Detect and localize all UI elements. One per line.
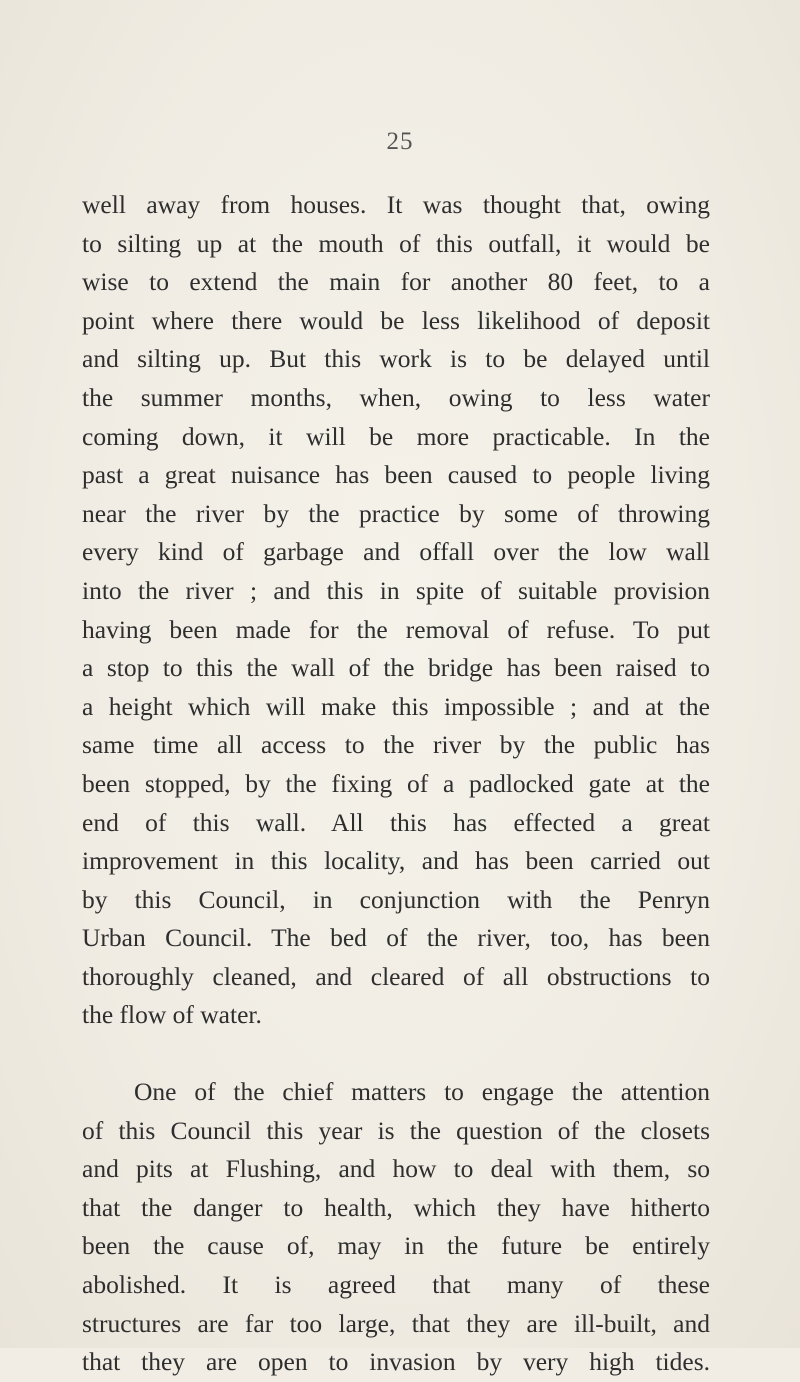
text-line: One of the chief matters to engage the attention (134, 1077, 710, 1107)
text-line: that the danger to health, which they have hitherto (82, 1192, 710, 1222)
paragraph-2 (82, 1073, 710, 1382)
text-line: Urban Council. The bed of the river, too, has been (82, 923, 710, 953)
text-line: end of this wall. All this has effected a great (82, 807, 710, 837)
text-line: into the river ; and this in spite of suitable provision (82, 575, 710, 605)
text-line: past a great nuisance has been caused to people living (82, 460, 710, 490)
text-line: thoroughly cleaned, and cleared of all obstructions to (82, 961, 710, 991)
text-line: coming down, it will be more practicable. In the (82, 421, 710, 451)
text-line: by this Council, in conjunction with the Penryn (82, 884, 710, 914)
text-line: abolished. It is agreed that many of these (82, 1270, 710, 1300)
text-line: near the river by the practice by some of throwing (82, 498, 710, 528)
paragraph-1 (82, 186, 710, 1035)
text-line: structures are far too large, that they are ill-built, and (82, 1308, 710, 1338)
text-line: point where there would be less likelihood of deposit (82, 305, 710, 335)
text-line: that they are open to invasion by very high tides. (82, 1347, 710, 1377)
text-line: the flow of water. (82, 1000, 262, 1030)
text-line: a stop to this the wall of the bridge has been raised to (82, 653, 710, 683)
text-line: been the cause of, may in the future be entirely (82, 1231, 710, 1261)
text-line: well away from houses. It was thought that, owing (82, 190, 710, 219)
text-line: the summer months, when, owing to less water (82, 382, 710, 412)
text-line: same time all access to the river by the public has (82, 730, 710, 760)
text-line: having been made for the removal of refuse. To put (82, 614, 710, 644)
text-line: wise to extend the main for another 80 feet, to a (82, 267, 710, 297)
text-line: and silting up. But this work is to be delayed until (82, 344, 710, 374)
page-number: 25 (386, 128, 414, 155)
paragraph-spacer (82, 1035, 710, 1073)
body-text (82, 186, 710, 1382)
text-line: improvement in this locality, and has been carried out (82, 846, 710, 876)
text-line: of this Council this year is the question of the closets (82, 1115, 710, 1145)
text-line: been stopped, by the fixing of a padlocked gate at the (82, 768, 710, 798)
text-line: to silting up at the mouth of this outfall, it would be (82, 228, 710, 258)
text-line: every kind of garbage and offall over the low wall (82, 537, 710, 567)
text-line: and pits at Flushing, and how to deal with them, so (82, 1154, 710, 1184)
text-line: a height which will make this impossible ; and at the (82, 691, 710, 721)
